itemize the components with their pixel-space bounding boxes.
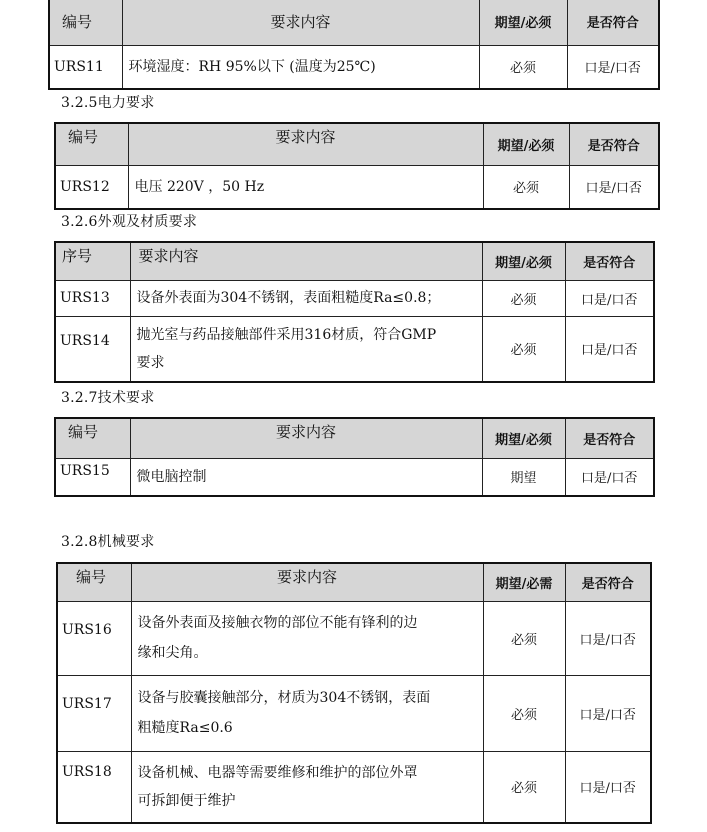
row-content-line2: 缘和尖角。: [137, 645, 208, 661]
row-expect: 必须: [482, 280, 565, 316]
table-row: [57, 601, 651, 675]
table-row: [55, 280, 654, 316]
table-row: [49, 45, 659, 89]
table-row: [57, 751, 651, 823]
header-expect: 期望/必须: [483, 123, 569, 165]
row-comply: 口是/口否: [565, 675, 651, 751]
header-content: 要求内容: [122, 0, 479, 45]
row-content-line2: 可拆卸便于维护: [137, 792, 236, 809]
row-comply: 口是/口否: [565, 280, 654, 316]
header-expect: 期望/必须: [482, 242, 565, 280]
row-content-line1: 设备与胶囊接触部分，材质为304不锈钢，表面: [137, 690, 431, 706]
section-heading-appearance: 3.2.6外观及材质要求: [61, 214, 198, 230]
row-comply: 口是/口否: [565, 458, 654, 496]
header-id: 编号: [49, 0, 122, 45]
row-expect: 必须: [479, 45, 567, 89]
table-header-row: [57, 563, 651, 601]
row-comply: 口是/口否: [565, 316, 654, 382]
table-header-row: [55, 123, 659, 165]
row-id: URS18: [57, 751, 131, 823]
header-comply: 是否符合: [565, 418, 654, 458]
row-comply: 口是/口否: [565, 751, 651, 823]
header-content: 要求内容: [130, 418, 482, 458]
table-power: [54, 122, 660, 210]
header-comply: 是否符合: [565, 242, 654, 280]
table-appearance-material: [54, 241, 655, 383]
header-content: 要求内容: [130, 242, 482, 280]
table-header-row: [55, 418, 654, 458]
row-expect: 必须: [483, 601, 565, 675]
header-comply: 是否符合: [565, 563, 651, 601]
row-content: 设备外表面为304不锈钢，表面粗糙度Ra≤0.8；: [130, 280, 482, 316]
row-id: URS17: [57, 675, 131, 751]
table-environment: [48, 0, 660, 90]
header-comply: 是否符合: [569, 123, 659, 165]
row-id: URS12: [55, 165, 128, 209]
row-content: [131, 675, 483, 751]
section-heading-mechanical: 3.2.8机械要求: [61, 534, 155, 550]
table-row: [55, 165, 659, 209]
row-content: 微电脑控制: [130, 458, 482, 496]
section-heading-power: 3.2.5电力要求: [61, 95, 155, 111]
header-expect: 期望/必需: [483, 563, 565, 601]
header-expect: 期望/必须: [479, 0, 567, 45]
row-comply: 口是/口否: [565, 601, 651, 675]
table-technical: [54, 417, 655, 497]
row-content-line1: 设备外表面及接触衣物的部位不能有锋利的边: [137, 615, 418, 631]
header-id: 编号: [55, 123, 128, 165]
row-id: URS15: [55, 458, 130, 496]
header-content: 要求内容: [131, 563, 483, 601]
row-content-line1: 设备机械、电器等需要维修和维护的部位外罩: [137, 764, 418, 781]
row-content: [131, 601, 483, 675]
row-content-line2: 要求: [136, 354, 165, 371]
row-expect: 必须: [482, 316, 565, 382]
header-id: 序号: [55, 242, 130, 280]
header-id: 编号: [55, 418, 130, 458]
row-expect: 必须: [483, 165, 569, 209]
row-expect: 必须: [483, 751, 565, 823]
header-comply: 是否符合: [567, 0, 659, 45]
table-row: [55, 316, 654, 382]
table-header-row: [49, 0, 659, 45]
table-mechanical: [56, 562, 652, 824]
row-content: [130, 316, 482, 382]
row-id: URS14: [55, 316, 130, 382]
row-id: URS16: [57, 601, 131, 675]
row-comply: 口是/口否: [567, 45, 659, 89]
row-content-line2: 粗糙度Ra≤0.6: [137, 720, 233, 736]
row-content: [131, 751, 483, 823]
header-id: 编号: [57, 563, 131, 601]
header-content: 要求内容: [128, 123, 483, 165]
section-heading-technical: 3.2.7技术要求: [61, 390, 155, 406]
row-content: 电压 220V ，50 Hz: [128, 165, 483, 209]
table-header-row: [55, 242, 654, 280]
row-expect: 期望: [482, 458, 565, 496]
row-expect: 必须: [483, 675, 565, 751]
table-row: [55, 458, 654, 496]
row-content-line1: 抛光室与药品接触部件采用316材质，符合GMP: [136, 326, 437, 343]
row-comply: 口是/口否: [569, 165, 659, 209]
header-expect: 期望/必须: [482, 418, 565, 458]
table-row: [57, 675, 651, 751]
row-id: URS13: [55, 280, 130, 316]
row-content: 环境湿度：RH 95%以下 (温度为25℃): [122, 45, 479, 89]
row-id: URS11: [49, 45, 122, 89]
